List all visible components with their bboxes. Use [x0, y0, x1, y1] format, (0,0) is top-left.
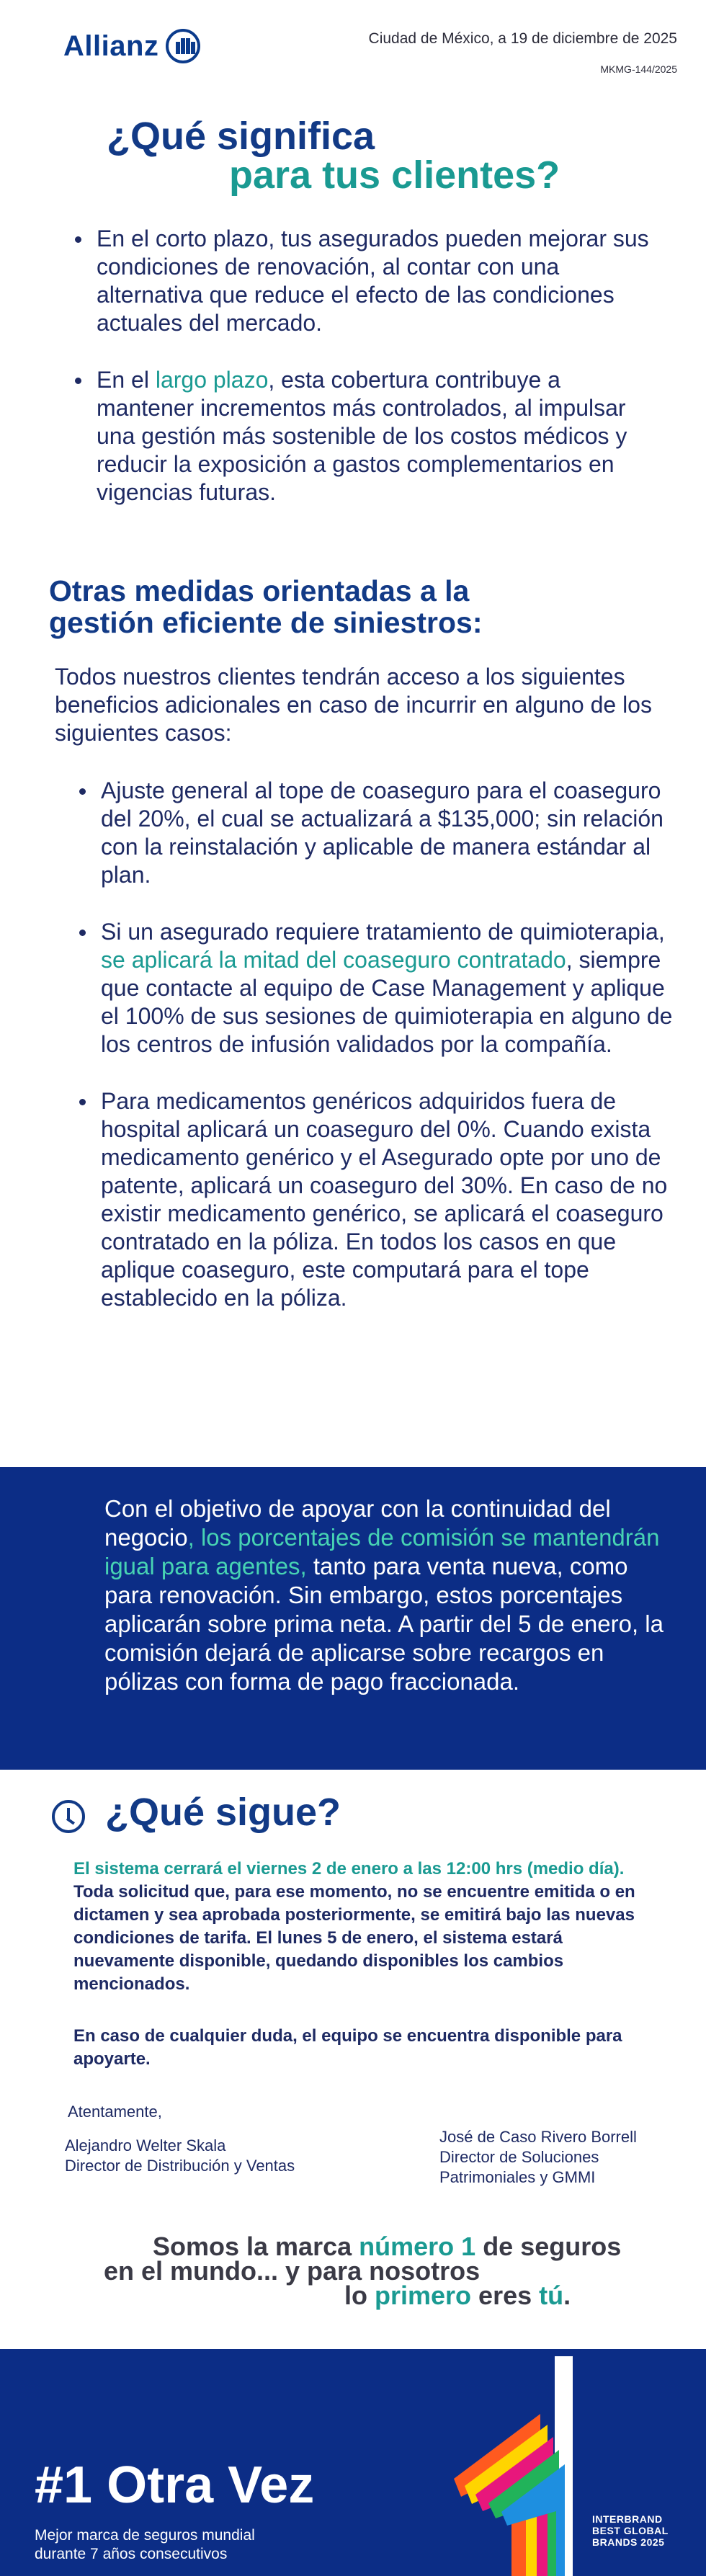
banner-text: tanto para venta nueva, como para renovación. Sin embargo, estos porcentajes aplicarán sobre prima neta. A partir del 5 de enero, la comisión dejará de aplicarse sobre recargos en pólizas con forma de pago fraccionada. [104, 1553, 663, 1695]
slogan-line2: en el mundo... y para nosotros [104, 2256, 481, 2286]
slogan-text: de seguros [475, 2232, 622, 2261]
closing: Atentamente, [68, 2103, 162, 2121]
bullet-highlight: largo plazo [155, 367, 269, 393]
bullet-text: , esta cobertura contribuye a mantener incrementos más controlados, al impulsar una gestión más sostenible de los costos médicos y reducir la exposición a gastos complementarios en vigencias futuras. [97, 367, 627, 505]
bullet-text: Si un asegurado requiere tratamiento de quimioterapia, [101, 919, 665, 945]
bullet-text: Para medicamentos genéricos adquiridos fuera de hospital aplicará un coaseguro del 0%. Cuando exista medicamento genérico y el Asegurado opte por uno de patente, aplicará un coaseguro del 30%. En caso de no existir medicamento genérico, se aplicará el coaseguro contratado en la póliza. En todos los casos en que aplique coaseguro, este computará para el tope establecido en la póliza. [101, 1088, 668, 1311]
slogan-line3 [344, 2283, 571, 2309]
next-steps-heading: ¿Qué sigue? [105, 1791, 341, 1834]
interbrand-line: BEST GLOBAL [592, 2525, 669, 2536]
contact-note: En caso de cualquier duda, el equipo se encuentra disponible para apoyarte. [73, 2026, 622, 2069]
footer-subtext-line: durante 7 años consecutivos [35, 2546, 228, 2562]
measures-list [76, 777, 682, 1341]
allianz-logo [63, 29, 200, 63]
bullet-text: Ajuste general al tope de coaseguro para el coaseguro del 20%, el cual se actualizará a $135,000; sin relación con la reinstalación y aplicable de manera estándar al plan. [101, 777, 663, 888]
signer-name: Alejandro Welter Skala [65, 2136, 226, 2154]
bullet-text: En el [97, 367, 156, 393]
document-code: MKMG-144/2025 [600, 63, 677, 75]
next-steps-body [73, 1858, 664, 1996]
slogan-highlight: número 1 [359, 2232, 476, 2261]
slogan-text: lo [344, 2281, 375, 2310]
footer-headline: #1 Otra Vez [35, 2456, 315, 2514]
next-steps-text: Toda solicitud que, para ese momento, no se encuentre emitida o en dictamen y sea aprobada posteriormente, se emitirá bajo las nuevas condiciones de tarifa. El lunes 5 de enero, el sistema estará nuevamente disponible, quedando disponibles los cambios mencionados. [73, 1882, 635, 1994]
slogan-text: Somos la marca [153, 2232, 359, 2261]
interbrand-badge [592, 2513, 669, 2548]
benefits-list [72, 225, 663, 535]
signer-name: José de Caso Rivero Borrell [439, 2128, 637, 2146]
section-intro: Todos nuestros clientes tendrán acceso a los siguientes beneficios adicionales en caso de incurrir en alguno de los siguientes casos: [55, 664, 652, 746]
system-close-note: El sistema cerrará el viernes 2 de enero a las 12:00 hrs (medio día). [73, 1859, 625, 1878]
signature-2 [439, 2127, 637, 2188]
list-item [72, 225, 663, 337]
footer-subtext-line: Mejor marca de seguros mundial [35, 2527, 255, 2544]
number-one-graphic [432, 2356, 584, 2576]
bullet-highlight: se aplicará la mitad del coaseguro contratado [101, 947, 566, 973]
signer-role: Director de Soluciones [439, 2148, 599, 2166]
list-item [72, 366, 663, 507]
slogan-highlight: tú [539, 2281, 564, 2310]
interbrand-line: INTERBRAND [592, 2513, 663, 2525]
slogan-highlight: primero [375, 2281, 472, 2310]
list-item [76, 1087, 682, 1312]
banner-text: Con el objetivo de apoyar con la continuidad del negocio [104, 1495, 611, 1551]
list-item [76, 777, 682, 889]
commission-text [104, 1494, 681, 1696]
bullet-text: En el corto plazo, tus asegurados pueden mejorar sus condiciones de renovación, al contar con una alternativa que reduce el efecto de las condiciones actuales del mercado. [97, 226, 649, 336]
signer-role: Patrimoniales y GMMI [439, 2168, 596, 2186]
title-line1: ¿Qué significa [107, 115, 375, 158]
interbrand-line: BRANDS 2025 [592, 2536, 665, 2548]
title-line2: para tus clientes? [229, 153, 560, 197]
clock-icon [52, 1800, 85, 1833]
slogan-text: eres [471, 2281, 540, 2310]
signature-1 [65, 2136, 295, 2176]
dateline: Ciudad de México, a 19 de diciembre de 2025 [368, 30, 677, 47]
list-item [76, 918, 682, 1059]
allianz-eagle-icon [166, 29, 200, 63]
banner-highlight: , los porcentajes de comisión se mantendrán igual para agentes, [104, 1524, 660, 1579]
bullet-text: , siempre que contacte al equipo de Case Management y aplique el 100% de sus sesiones de quimioterapia en alguno de los centros de infusión validados por la compañía. [101, 947, 673, 1057]
footer-subtext [35, 2526, 255, 2564]
signer-role: Director de Distribución y Ventas [65, 2157, 295, 2175]
slogan-text: . [563, 2281, 571, 2310]
section-heading: Otras medidas orientadas a la gestión eficiente de siniestros: [49, 574, 483, 639]
logo-text: Allianz [63, 30, 159, 62]
